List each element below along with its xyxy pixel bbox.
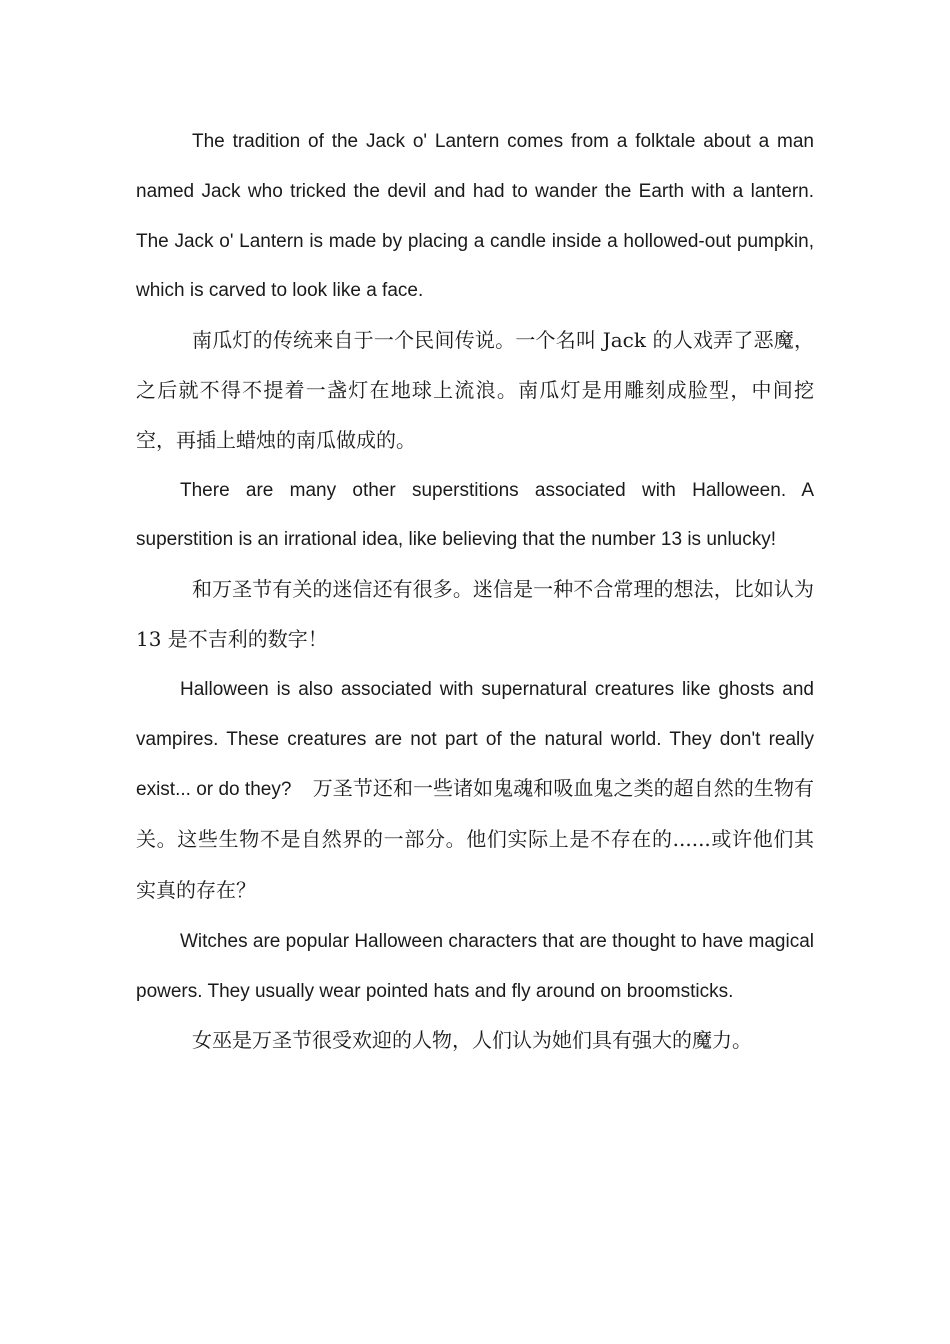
paragraph-supernatural (136, 665, 814, 917)
document-body (136, 117, 814, 1066)
paragraph-supernatural-en-text: Halloween is also associated with supernatural creatures like ghosts and vampires. These creatures are not part of the natural world. They don't really exist... or do they? (136, 678, 814, 801)
paragraph-witches-en: Witches are popular Halloween characters that are thought to have magical powers. They usually wear pointed hats and fly around on broomsticks. (136, 930, 814, 1002)
paragraph-supernatural-zh-text: 万圣节还和一些诸如鬼魂和吸血鬼之类的超自然的生物有关。这些生物不是自然界的一部分。他们实际上是不存在的......或许他们其实真的存在？ (136, 776, 814, 902)
paragraph-superstitions-en: There are many other superstitions associated with Halloween. A superstition is an irrational idea, like believing that the number 13 is unlucky! (136, 479, 814, 551)
paragraph-jack-o-lantern-en: The tradition of the Jack o' Lantern comes from a folktale about a man named Jack who tricked the devil and had to wander the Earth with a lantern. The Jack o' Lantern is made by placing a candle inside a hollowed-out pumpkin, which is carved to look like a face. (136, 131, 814, 302)
paragraph-superstitions-zh: 和万圣节有关的迷信还有很多。迷信是一种不合常理的想法，比如认为 13 是不吉利的数字！ (136, 577, 814, 651)
paragraph-witches-zh: 女巫是万圣节很受欢迎的人物，人们认为她们具有强大的魔力。 (192, 1028, 752, 1053)
paragraph-jack-o-lantern-zh: 南瓜灯的传统来自于一个民间传说。一个名叫 Jack 的人戏弄了恶魔，之后就不得不提着一盏灯在地球上流浪。南瓜灯是用雕刻成脸型，中间挖空，再插上蜡烛的南瓜做成的。 (136, 328, 814, 452)
